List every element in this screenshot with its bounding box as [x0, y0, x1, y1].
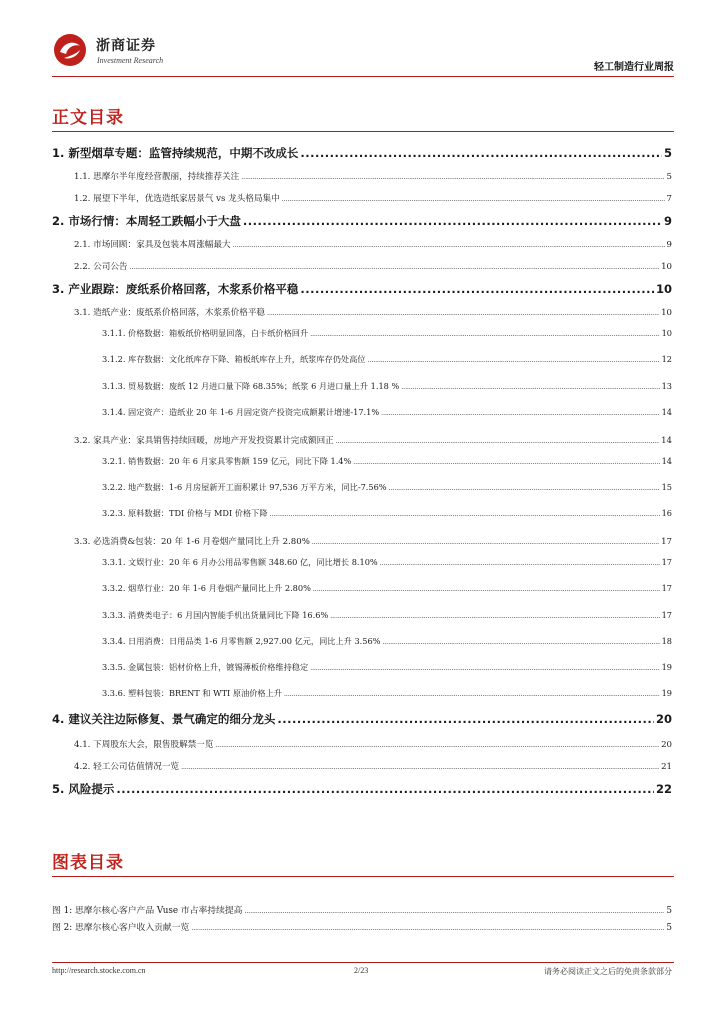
figure-entry[interactable]: 图 1: 思摩尔核心客户产品 Vuse 市占率持续提高 ..... 5	[52, 903, 672, 916]
toc-entry[interactable]: 1.2. 展望下半年，优选造纸家居景气 vs 龙头格局集中 ..... 7	[74, 192, 672, 204]
logo-icon	[52, 32, 88, 68]
brand-logo	[52, 32, 182, 72]
toc-entry[interactable]: 3.3.2. 烟草行业：20 年 1-6 月卷烟产量同比上升 2.80% ..... 17	[102, 583, 672, 594]
toc-entry[interactable]: 3.2. 家具产业：家具销售持续回暖，房地产开发投资累计完成额回正 ..... 14	[74, 434, 672, 446]
header-divider	[52, 76, 674, 77]
toc-entry[interactable]: 3.2.3. 原料数据：TDI 价格与 MDI 价格下降 ..... 16	[102, 508, 672, 519]
toc-entry[interactable]: 2.1. 市场回顾：家具及包装本周涨幅最大 ..... 9	[74, 238, 672, 250]
toc-entry[interactable]: 3.3.4. 日用消费：日用品类 1-6 月零售额 2,927.00 亿元，同比上升 3.56% ..... 18	[102, 636, 672, 647]
toc-entry[interactable]: 3.3.1. 文娱行业：20 年 6 月办公用品零售额 348.60 亿，同比增长 8.10% ..... 17	[102, 557, 672, 568]
toc-entry[interactable]: 1. 新型烟草专题：监管持续规范，中期不改成长 ..... 5	[52, 145, 672, 161]
toc-entry[interactable]: 3.3.6. 塑料包装：BRENT 和 WTI 原油价格上升 ..... 19	[102, 688, 672, 699]
toc-entry[interactable]: 3.1. 造纸产业：废纸系价格回落，木浆系价格平稳 ..... 10	[74, 306, 672, 318]
toc-entry[interactable]: 3.2.1. 销售数据：20 年 6 月家具零售额 159 亿元，同比下降 1.4% ..... 14	[102, 456, 672, 467]
toc-entry[interactable]: 4. 建议关注边际修复、景气确定的细分龙头 ..... 20	[52, 711, 672, 727]
toc-entry[interactable]: 5. 风险提示 ..... 22	[52, 781, 672, 797]
toc-entry[interactable]: 2.2. 公司公告 ..... 10	[74, 260, 672, 272]
toc-entry[interactable]: 3.1.1. 价格数据：箱板纸价格明显回落，白卡纸价格回升 ..... 10	[102, 328, 672, 339]
figures-title: 图表目录	[52, 853, 124, 873]
brand-name-cn: 浙商证券	[96, 38, 156, 54]
footer-url-link[interactable]: http://research.stocke.com.cn	[52, 966, 146, 975]
toc-entry[interactable]: 2. 市场行情：本周轻工跌幅小于大盘 ..... 9	[52, 213, 672, 229]
footer-disclaimer: 请务必阅读正文之后的免责条款部分	[544, 967, 672, 976]
toc-entry[interactable]: 3.3.5. 金属包装：铝材价格上升，镀锡薄板价格维持稳定 ..... 19	[102, 662, 672, 673]
toc-entry[interactable]: 1.1. 思摩尔半年度经营靓丽，持续推荐关注 ..... 5	[74, 170, 672, 182]
toc-entry[interactable]: 3.2.2. 地产数据：1-6 月房屋新开工面积累计 97,536 万平方米，同比-7.56% ..... 15	[102, 482, 672, 493]
toc-entry[interactable]: 3.1.2. 库存数据：文化纸库存下降、箱板纸库存上升，纸浆库存仍处高位 ..... 12	[102, 354, 672, 365]
toc-entry[interactable]: 3.3. 必选消费&包装：20 年 1-6 月卷烟产量同比上升 2.80% ..... 17	[74, 535, 672, 547]
toc-entry[interactable]: 3.1.3. 贸易数据：废纸 12 月进口量下降 68.35%；纸浆 6 月进口量上升 1.18 % ..... 13	[102, 381, 672, 392]
toc-entry[interactable]: 3.1.4. 固定资产：造纸业 20 年 1-6 月固定资产投资完成额累计增速-17.1% ..... 14	[102, 407, 672, 418]
toc-entry[interactable]: 4.2. 轻工公司估值情况一览 ..... 21	[74, 760, 672, 772]
page-header	[52, 30, 674, 80]
footer-divider	[52, 962, 674, 963]
figure-entry[interactable]: 图 2: 思摩尔核心客户收入贡献一览 ..... 5	[52, 920, 672, 933]
page-number: 2/23	[354, 966, 369, 975]
figures-title-divider	[52, 876, 674, 877]
report-type: 轻工制造行业周报	[594, 62, 674, 73]
toc-entry[interactable]: 3.3.3. 消费类电子：6 月国内智能手机出货量同比下降 16.6% ..... 17	[102, 610, 672, 621]
toc-title: 正文目录	[52, 108, 124, 128]
toc-entry[interactable]: 3. 产业跟踪：废纸系价格回落，木浆系价格平稳 ..... 10	[52, 281, 672, 297]
toc-title-divider	[52, 131, 674, 132]
toc-entry[interactable]: 4.1. 下周股东大会，限售股解禁一览 ..... 20	[74, 738, 672, 750]
brand-name-en: Investment Research	[97, 56, 164, 65]
